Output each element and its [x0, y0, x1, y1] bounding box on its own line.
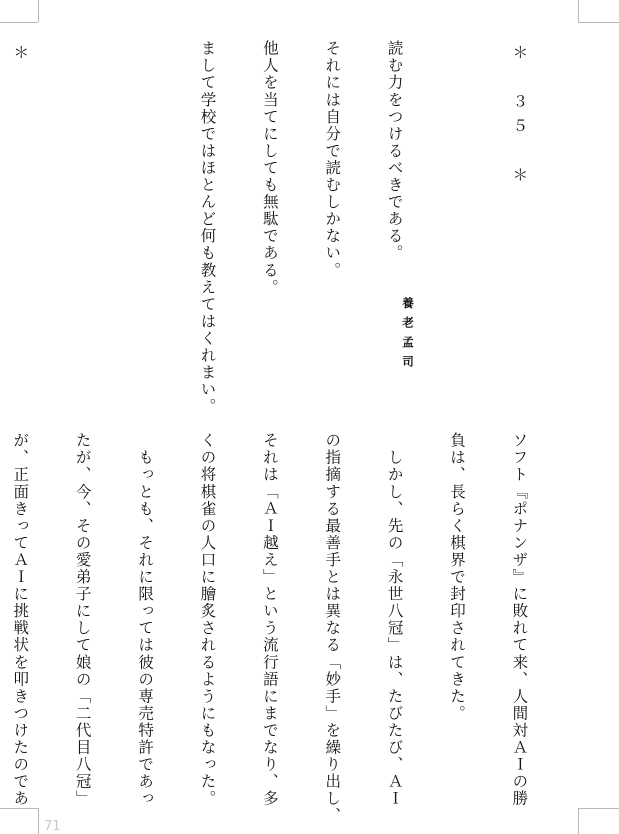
section-break: ＊ [11, 44, 30, 62]
body-line: くの将棋雀の人口に膾炙されるようにもなった。 [198, 432, 217, 808]
crop-mark-top-left-h [0, 22, 38, 23]
chapter-heading: ＊ ３５ ＊ [510, 44, 529, 191]
lower-text-block [0, 432, 571, 825]
crop-mark-top-right [578, 0, 579, 22]
upper-text-block [0, 40, 571, 416]
body-line: たが、今、その愛弟子にして娘の「二代目八冠」 [73, 432, 92, 808]
crop-mark-bottom-right-h [578, 808, 619, 809]
blank-line [134, 40, 155, 385]
crop-mark-top-left [38, 0, 39, 22]
crop-mark-bottom-right [578, 808, 579, 834]
crop-mark-bottom-left [38, 808, 39, 834]
epigraph-author: 養老孟司 [401, 297, 415, 375]
crop-mark-bottom-left-h [0, 808, 38, 809]
blank-line [446, 40, 467, 385]
blank-line [72, 40, 93, 385]
body-line: ソフト『ポナンザ』に敗れて来、人間対ＡＩの勝 [510, 432, 529, 808]
epigraph-line: それには自分で読むしかない。 [323, 40, 342, 279]
body-line: が、正面きってＡＩに挑戦状を叩きつけたのであ [11, 432, 30, 808]
body-line: の指摘する最善手とは異なる「妙手」を繰り出し、 [323, 432, 342, 825]
epigraph-line: 他人を当てにしても無駄である。 [260, 40, 279, 296]
epigraph-line: 読む力をつけるべきである。 [385, 40, 404, 262]
body-line: しかし、先の「永世八冠」は、たびたび、ＡＩ [385, 432, 404, 808]
body-line: もっとも、それに限っては彼の専売特許であっ [136, 432, 155, 808]
body-line: それは「ＡＩ越え」という流行語にまでなり、多 [260, 432, 279, 808]
epigraph-line: まして学校ではほとんど何も教えてはくれまい。 [198, 40, 217, 416]
page-number: 71 [44, 819, 61, 834]
crop-mark-top-right-h [578, 22, 619, 23]
body-line: 負は、長らく棋界で封印されてきた。 [448, 432, 467, 722]
